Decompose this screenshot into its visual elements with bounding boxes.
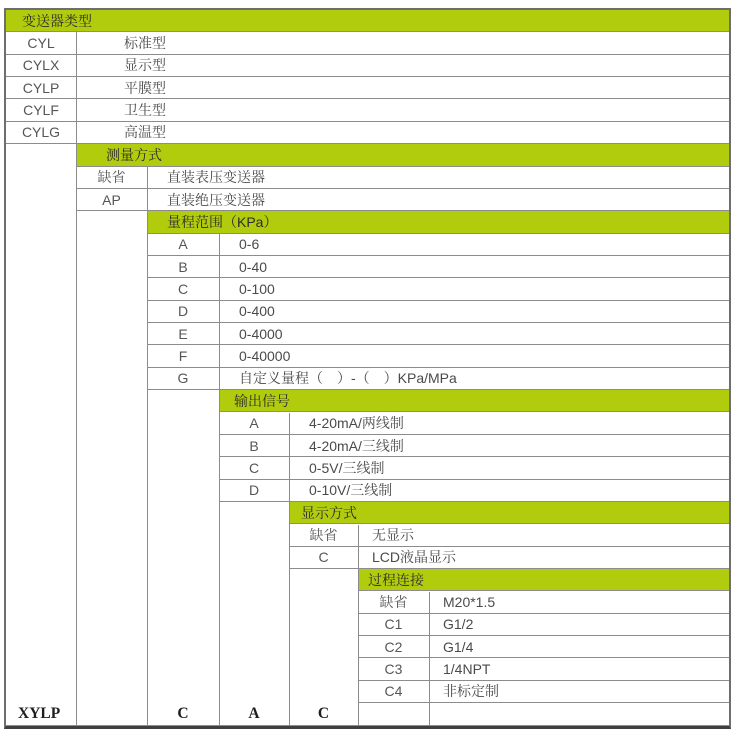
option-row — [358, 614, 729, 636]
option-desc-cell: 自定义量程（ ）-（ ）KPa/MPa — [239, 370, 457, 387]
option-code-cell: C2 — [384, 638, 403, 655]
option-row — [6, 122, 729, 144]
option-code-cell: A — [178, 236, 188, 253]
option-code-cell: CYLF — [23, 102, 59, 119]
option-row — [219, 457, 729, 479]
option-desc-cell: 4-20mA/两线制 — [309, 415, 404, 432]
section-header-range — [147, 211, 729, 233]
option-desc-cell: 1/4NPT — [443, 661, 491, 678]
section-header-transmitter-type — [6, 10, 729, 32]
option-desc-cell: 标准型 — [124, 35, 166, 52]
option-row — [147, 345, 729, 367]
option-desc-cell: 高温型 — [124, 124, 166, 141]
section-header-measurement-mode — [76, 144, 729, 166]
option-code-cell: C3 — [384, 661, 403, 678]
option-desc-cell: M20*1.5 — [443, 594, 496, 611]
option-row — [76, 167, 729, 189]
option-row — [289, 524, 729, 546]
option-desc-cell: 4-20mA/三线制 — [309, 437, 404, 454]
option-desc-cell: 0-10V/三线制 — [309, 482, 393, 499]
option-row — [147, 234, 729, 256]
section-header-output-signal — [219, 390, 729, 412]
option-code-cell: E — [178, 325, 188, 342]
option-code-cell: D — [248, 482, 260, 499]
option-code-cell: C1 — [384, 616, 403, 633]
option-desc-cell: 0-40 — [239, 258, 268, 275]
option-code-cell: B — [249, 437, 259, 454]
selection-output-cell: A — [248, 704, 260, 722]
option-row — [219, 435, 729, 457]
option-code-cell: D — [177, 303, 189, 320]
option-desc-cell: 0-400 — [239, 303, 275, 320]
option-desc-cell: 0-100 — [239, 280, 275, 297]
option-code-cell: 缺省 — [97, 169, 126, 186]
option-code-cell: CYL — [27, 35, 55, 52]
option-row — [219, 412, 729, 434]
option-code-cell: G — [177, 370, 189, 387]
option-row — [358, 681, 729, 703]
grid-vline-col5 — [358, 525, 359, 727]
option-desc-cell: 0-5V/三线制 — [309, 459, 385, 476]
selection-range-cell: C — [177, 704, 189, 722]
option-row — [147, 323, 729, 345]
option-code-cell: C — [248, 459, 260, 476]
option-code-cell: CYLX — [22, 57, 60, 74]
option-code-cell: AP — [102, 191, 121, 208]
option-desc-cell: 直装绝压变送器 — [167, 191, 265, 208]
section-header-label: 显示方式 — [301, 504, 357, 521]
option-code-cell: 缺省 — [309, 526, 338, 543]
option-row — [219, 480, 729, 502]
option-code-cell: C4 — [384, 683, 403, 700]
option-row — [147, 278, 729, 300]
section-header-label: 输出信号 — [234, 392, 290, 409]
option-desc-cell: 非标定制 — [443, 683, 499, 700]
grid-vline-col1 — [76, 32, 77, 726]
option-row — [147, 256, 729, 278]
option-desc-cell: 无显示 — [372, 526, 414, 543]
option-code-cell: A — [249, 415, 259, 432]
option-row — [147, 368, 729, 390]
selection-display-cell: C — [317, 704, 330, 722]
option-row — [6, 99, 729, 121]
option-row — [6, 32, 729, 54]
option-row — [358, 591, 729, 613]
option-desc-cell: 卫生型 — [124, 102, 166, 119]
section-header-label: 测量方式 — [106, 146, 162, 163]
section-header-label: 过程连接 — [368, 571, 424, 588]
option-row — [6, 55, 729, 77]
option-row — [76, 189, 729, 211]
option-desc-cell: LCD液晶显示 — [372, 549, 457, 566]
option-code-cell: C — [177, 280, 189, 297]
option-desc-cell: 0-40000 — [239, 348, 291, 365]
section-header-display-mode — [289, 502, 729, 524]
option-code-cell: C — [318, 549, 329, 566]
section-header-label: 变送器类型 — [22, 12, 92, 29]
option-desc-cell: G1/4 — [443, 638, 474, 655]
option-desc-cell: 直装表压变送器 — [167, 169, 265, 186]
option-row — [147, 301, 729, 323]
grid-vline-col3 — [219, 234, 220, 726]
option-code-cell: CYLP — [22, 79, 60, 96]
option-row — [6, 77, 729, 99]
option-code-cell: CYLG — [21, 124, 61, 141]
option-code-cell: 缺省 — [379, 594, 408, 611]
grid-vline-col2 — [147, 167, 148, 726]
option-desc-cell: 平膜型 — [124, 79, 166, 96]
model-example-row — [6, 703, 729, 725]
model-code-cell: XYLP — [18, 704, 61, 722]
option-desc-cell: 显示型 — [124, 57, 166, 74]
model-selection-table — [4, 8, 731, 729]
option-code-cell: F — [178, 348, 188, 365]
option-row — [289, 547, 729, 569]
section-header-label: 量程范围（KPa） — [167, 213, 278, 230]
option-desc-cell: G1/2 — [443, 616, 474, 633]
grid-vline-col4 — [289, 413, 290, 726]
grid-vline-col6 — [429, 592, 430, 726]
section-header-process-connection — [358, 569, 729, 591]
option-desc-cell: 0-4000 — [239, 325, 283, 342]
option-desc-cell: 0-6 — [239, 236, 260, 253]
option-code-cell: B — [178, 258, 188, 275]
option-row — [358, 636, 729, 658]
option-row — [358, 658, 729, 680]
